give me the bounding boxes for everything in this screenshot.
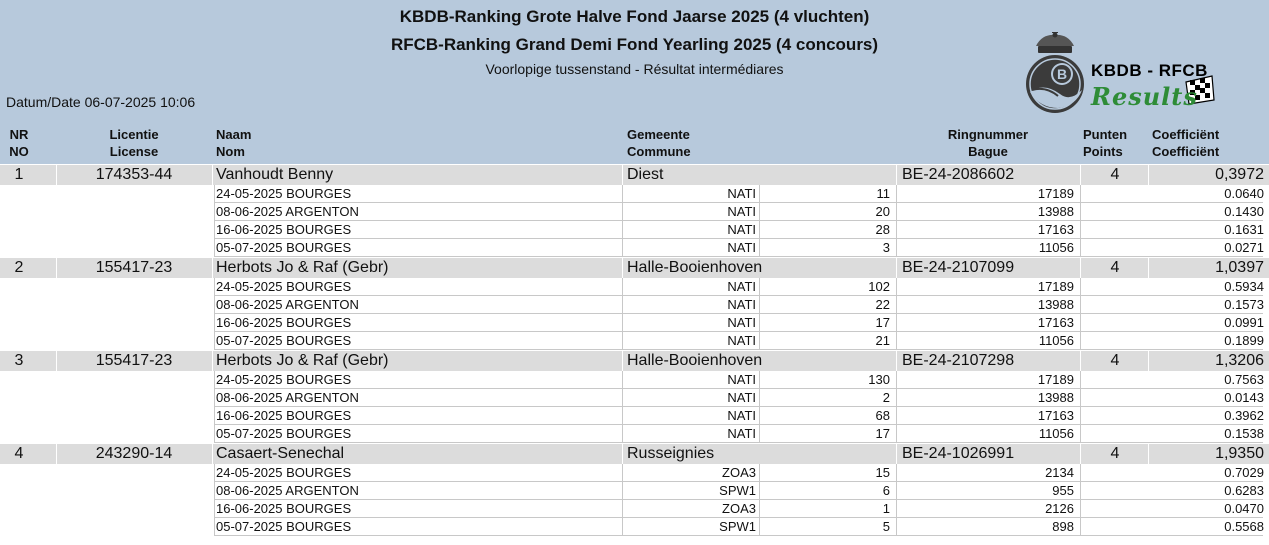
fancier-name: Casaert-Senechal (216, 445, 345, 462)
flight-row (0, 482, 1269, 500)
commune-name: Russeignies (627, 445, 715, 462)
column-divider (214, 518, 215, 536)
flight-race: 05-07-2025 BOURGES (216, 333, 352, 348)
column-divider (759, 185, 760, 203)
flight-race: 24-05-2025 BOURGES (216, 186, 352, 201)
flight-coefficient: 0.0640 (1224, 186, 1264, 201)
column-divider (1080, 371, 1081, 389)
flight-place: 102 (868, 279, 890, 294)
ring-number: BE-24-2107099 (902, 259, 1015, 276)
coefficient-value: 1,9350 (1215, 445, 1264, 462)
column-divider (622, 518, 623, 536)
column-divider (1080, 221, 1081, 239)
column-divider (1080, 185, 1081, 203)
column-divider (214, 500, 215, 518)
flight-race: 16-06-2025 BOURGES (216, 222, 352, 237)
flight-race: 16-06-2025 BOURGES (216, 408, 352, 423)
flight-race: 24-05-2025 BOURGES (216, 279, 352, 294)
flight-row (0, 371, 1269, 389)
flight-row (0, 314, 1269, 332)
flight-coefficient: 0.5934 (1224, 279, 1264, 294)
flight-coefficient: 0.7563 (1224, 372, 1264, 387)
pigeon-emblem-icon (1026, 55, 1084, 113)
column-divider (622, 407, 623, 425)
flight-place: 68 (875, 408, 890, 423)
column-divider (896, 389, 897, 407)
column-divider (759, 221, 760, 239)
coefficient-value: 1,3206 (1215, 352, 1264, 369)
column-divider (896, 371, 897, 389)
column-divider (212, 444, 213, 464)
column-divider (214, 332, 215, 350)
column-divider (759, 389, 760, 407)
column-divider (759, 407, 760, 425)
flight-birds: 13988 (1037, 204, 1074, 219)
flight-place: 22 (875, 297, 890, 312)
column-divider (214, 482, 215, 500)
fancier-name: Vanhoudt Benny (216, 166, 334, 183)
flight-coefficient: 0.1899 (1224, 333, 1264, 348)
column-divider (212, 351, 213, 371)
column-divider (759, 239, 760, 257)
flight-coefficient: 0.6283 (1224, 483, 1264, 498)
flight-birds: 2126 (1045, 501, 1074, 516)
column-divider (56, 165, 57, 185)
ring-number: BE-24-2086602 (902, 166, 1015, 183)
flight-birds: 17163 (1037, 408, 1074, 423)
flight-birds: 17189 (1037, 372, 1074, 387)
flight-coefficient: 0.0143 (1224, 390, 1264, 405)
column-divider (622, 239, 623, 257)
column-divider (1080, 165, 1081, 185)
crown-icon (1036, 32, 1074, 53)
column-divider (1148, 351, 1149, 371)
flight-zone: NATI (727, 297, 756, 312)
column-divider (622, 332, 623, 350)
column-divider (759, 314, 760, 332)
column-divider (1080, 407, 1081, 425)
column-divider (896, 500, 897, 518)
flight-place: 21 (875, 333, 890, 348)
column-divider (759, 518, 760, 536)
column-divider (896, 482, 897, 500)
column-divider (622, 425, 623, 443)
row-divider (214, 535, 1263, 536)
flight-row (0, 221, 1269, 239)
flight-place: 1 (882, 501, 890, 516)
column-divider (1080, 332, 1081, 350)
flight-race: 05-07-2025 BOURGES (216, 426, 352, 441)
report-date: Datum/Date 06-07-2025 10:06 (6, 94, 196, 110)
column-divider (896, 165, 897, 185)
column-divider (1080, 258, 1081, 278)
column-divider (214, 203, 215, 221)
ranking-row[interactable] (0, 257, 1269, 278)
column-divider (214, 221, 215, 239)
column-divider (896, 407, 897, 425)
column-divider (214, 371, 215, 389)
flight-place: 130 (868, 372, 890, 387)
column-divider (759, 482, 760, 500)
column-divider (56, 258, 57, 278)
flight-race: 24-05-2025 BOURGES (216, 465, 352, 480)
column-divider (1080, 518, 1081, 536)
flight-place: 3 (882, 240, 890, 255)
points-value: 4 (1110, 352, 1120, 369)
rank-number: 2 (14, 259, 24, 276)
flight-zone: NATI (727, 279, 756, 294)
flight-zone: ZOA3 (722, 501, 756, 516)
flight-coefficient: 0.3962 (1224, 408, 1264, 423)
fancier-name: Herbots Jo & Raf (Gebr) (216, 259, 389, 276)
flight-birds: 17163 (1037, 315, 1074, 330)
points-value: 4 (1110, 259, 1120, 276)
col-header-ring: Ringnummer Bague (947, 127, 1029, 159)
column-divider (896, 314, 897, 332)
column-divider (56, 444, 57, 464)
column-divider (622, 258, 623, 278)
commune-name: Diest (627, 166, 664, 183)
column-divider (1080, 296, 1081, 314)
column-divider (1080, 444, 1081, 464)
flight-row (0, 203, 1269, 221)
column-divider (759, 371, 760, 389)
flight-row (0, 332, 1269, 350)
column-divider (56, 351, 57, 371)
flight-place: 2 (882, 390, 890, 405)
col-header-nr: NR NO (9, 127, 29, 159)
flight-row (0, 407, 1269, 425)
column-divider (214, 278, 215, 296)
flight-race: 08-06-2025 ARGENTON (216, 390, 359, 405)
column-divider (622, 203, 623, 221)
column-divider (622, 221, 623, 239)
flight-birds: 13988 (1037, 297, 1074, 312)
commune-name: Halle-Booienhoven (627, 352, 763, 369)
report-header (0, 0, 1269, 164)
title-fr: RFCB-Ranking Grand Demi Fond Yearling 2025 (4 concours) (390, 35, 879, 54)
rank-number: 3 (14, 352, 24, 369)
column-divider (896, 296, 897, 314)
column-divider (896, 278, 897, 296)
column-divider (1148, 444, 1149, 464)
flight-row (0, 500, 1269, 518)
subtitle: Voorlopige tussenstand - Résultat intermédiares (485, 61, 784, 77)
column-divider (1080, 389, 1081, 407)
flight-race: 16-06-2025 BOURGES (216, 315, 352, 330)
col-header-points: Punten Points (1083, 127, 1128, 159)
col-header-coefficient: Coefficiënt Coefficiënt (1152, 127, 1220, 159)
column-divider (1080, 500, 1081, 518)
column-divider (622, 185, 623, 203)
flight-birds: 17189 (1037, 186, 1074, 201)
flight-coefficient: 0.1631 (1224, 222, 1264, 237)
column-divider (896, 444, 897, 464)
column-divider (622, 314, 623, 332)
flight-coefficient: 0.1430 (1224, 204, 1264, 219)
flight-zone: SPW1 (719, 519, 756, 534)
flight-birds: 955 (1052, 483, 1074, 498)
column-divider (214, 296, 215, 314)
flight-zone: NATI (727, 222, 756, 237)
flight-place: 5 (882, 519, 890, 534)
points-value: 4 (1110, 445, 1120, 462)
column-divider (896, 332, 897, 350)
ring-number: BE-24-2107298 (902, 352, 1015, 369)
flight-place: 6 (882, 483, 890, 498)
flight-race: 05-07-2025 BOURGES (216, 519, 352, 534)
flight-coefficient: 0.1573 (1224, 297, 1264, 312)
column-divider (1080, 482, 1081, 500)
column-divider (214, 314, 215, 332)
flight-place: 17 (875, 426, 890, 441)
flight-coefficient: 0.7029 (1224, 465, 1264, 480)
flight-race: 08-06-2025 ARGENTON (216, 204, 359, 219)
flight-zone: NATI (727, 186, 756, 201)
flight-zone: NATI (727, 408, 756, 423)
col-header-license: Licentie License (109, 127, 159, 159)
column-divider (1148, 165, 1149, 185)
flight-coefficient: 0.0271 (1224, 240, 1264, 255)
license-number: 155417-23 (95, 352, 173, 369)
ring-number: BE-24-1026991 (902, 445, 1015, 462)
flight-zone: NATI (727, 204, 756, 219)
flight-row (0, 389, 1269, 407)
flight-row (0, 518, 1269, 536)
column-divider (622, 351, 623, 371)
column-divider (622, 444, 623, 464)
column-divider (214, 185, 215, 203)
column-divider (896, 221, 897, 239)
flight-birds: 11056 (1038, 426, 1074, 441)
flight-birds: 2134 (1045, 465, 1074, 480)
logo-text-results: Results (1091, 82, 1198, 111)
col-header-name: Naam Nom (216, 127, 252, 159)
flight-race: 16-06-2025 BOURGES (216, 501, 352, 516)
coefficient-value: 0,3972 (1215, 166, 1264, 183)
flight-row (0, 464, 1269, 482)
column-divider (1148, 258, 1149, 278)
flight-place: 28 (875, 222, 890, 237)
flight-birds: 17163 (1037, 222, 1074, 237)
flight-birds: 898 (1052, 519, 1074, 534)
column-divider (622, 389, 623, 407)
flight-coefficient: 0.0991 (1224, 315, 1264, 330)
column-divider (214, 464, 215, 482)
column-divider (622, 371, 623, 389)
column-divider (1080, 314, 1081, 332)
title-nl: KBDB-Ranking Grote Halve Fond Jaarse 2025 (4 vluchten) (399, 7, 870, 26)
column-divider (759, 296, 760, 314)
column-divider (622, 278, 623, 296)
col-header-commune: Gemeente Commune (627, 127, 691, 159)
rank-number: 1 (14, 166, 24, 183)
column-divider (896, 464, 897, 482)
flight-birds: 17189 (1037, 279, 1074, 294)
column-divider (1080, 464, 1081, 482)
column-divider (896, 351, 897, 371)
flight-zone: NATI (727, 390, 756, 405)
flight-row (0, 296, 1269, 314)
ranking-row[interactable] (0, 350, 1269, 371)
column-divider (759, 425, 760, 443)
flight-row (0, 425, 1269, 443)
logo-letter: B (1056, 66, 1068, 82)
column-divider (622, 165, 623, 185)
column-divider (896, 258, 897, 278)
column-divider (214, 389, 215, 407)
column-divider (759, 278, 760, 296)
flight-coefficient: 0.1538 (1224, 426, 1264, 441)
column-divider (214, 407, 215, 425)
flight-zone: NATI (727, 426, 756, 441)
column-divider (212, 258, 213, 278)
flight-zone: ZOA3 (722, 465, 756, 480)
column-divider (622, 500, 623, 518)
flight-row (0, 278, 1269, 296)
license-number: 155417-23 (95, 259, 173, 276)
column-divider (1080, 278, 1081, 296)
column-divider (1080, 203, 1081, 221)
column-divider (759, 464, 760, 482)
column-divider (896, 203, 897, 221)
column-divider (896, 185, 897, 203)
column-divider (622, 296, 623, 314)
flight-race: 05-07-2025 BOURGES (216, 240, 352, 255)
column-divider (759, 203, 760, 221)
rank-number: 4 (14, 445, 24, 462)
flight-birds: 11056 (1038, 333, 1074, 348)
column-divider (896, 239, 897, 257)
column-divider (1080, 351, 1081, 371)
column-divider (896, 425, 897, 443)
column-divider (1080, 239, 1081, 257)
column-divider (759, 500, 760, 518)
ranking-row[interactable] (0, 164, 1269, 185)
flight-race: 08-06-2025 ARGENTON (216, 483, 359, 498)
flight-place: 15 (875, 465, 890, 480)
flight-zone: SPW1 (719, 483, 756, 498)
column-divider (214, 425, 215, 443)
flight-coefficient: 0.5568 (1224, 519, 1264, 534)
coefficient-value: 1,0397 (1215, 259, 1264, 276)
flight-row (0, 239, 1269, 257)
column-divider (759, 332, 760, 350)
column-divider (622, 464, 623, 482)
flight-birds: 11056 (1038, 240, 1074, 255)
commune-name: Halle-Booienhoven (627, 259, 763, 276)
license-number: 174353-44 (95, 166, 173, 183)
flight-row (0, 185, 1269, 203)
column-divider (622, 482, 623, 500)
flight-zone: NATI (727, 333, 756, 348)
column-divider (1080, 425, 1081, 443)
flight-birds: 13988 (1037, 390, 1074, 405)
ranking-row[interactable] (0, 443, 1269, 464)
flight-coefficient: 0.0470 (1224, 501, 1264, 516)
column-divider (214, 239, 215, 257)
points-value: 4 (1110, 166, 1120, 183)
flight-race: 24-05-2025 BOURGES (216, 372, 352, 387)
flight-zone: NATI (727, 372, 756, 387)
flight-place: 20 (875, 204, 890, 219)
flight-zone: NATI (727, 315, 756, 330)
column-divider (896, 518, 897, 536)
flight-place: 17 (875, 315, 890, 330)
fancier-name: Herbots Jo & Raf (Gebr) (216, 352, 389, 369)
flight-zone: NATI (727, 240, 756, 255)
column-divider (212, 165, 213, 185)
flight-race: 08-06-2025 ARGENTON (216, 297, 359, 312)
flight-place: 11 (876, 186, 890, 201)
logo-text-kbdb: KBDB - RFCB (1091, 61, 1208, 80)
license-number: 243290-14 (95, 445, 173, 462)
